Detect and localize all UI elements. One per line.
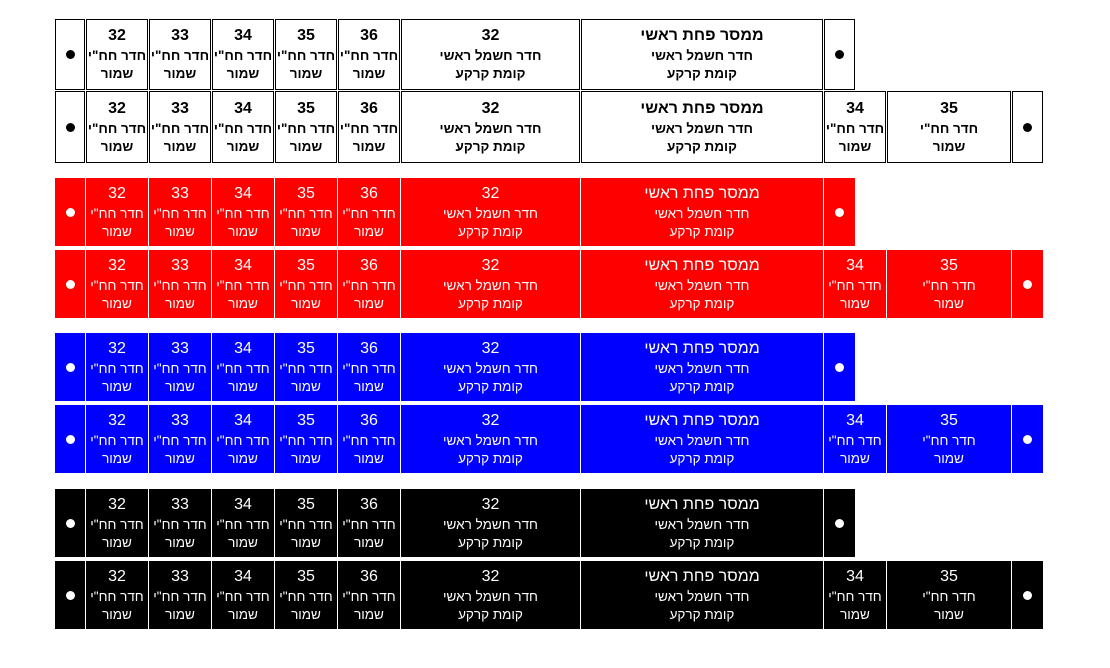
tag-line-1: 32 [481, 256, 500, 274]
hole-tab [55, 19, 85, 90]
hole-tab [824, 333, 855, 401]
tag-line-3: קומת קרקע [458, 378, 523, 394]
tag-line-3: שמור [165, 606, 195, 622]
main-tag [581, 405, 823, 473]
panel-tag [401, 405, 580, 473]
panel-tag [401, 489, 580, 557]
tag-line-3: שמור [165, 223, 195, 239]
mounting-hole-icon [1023, 591, 1032, 600]
tag-line-1: 35 [940, 99, 958, 117]
tag-line-2: חדר חח"י [87, 120, 147, 136]
tag-line-3: שמור [838, 138, 872, 154]
tag-line-1: 32 [108, 411, 126, 429]
room-tag-36 [338, 489, 400, 557]
tag-line-3: שמור [165, 450, 195, 466]
tag-line-3: קומת קרקע [669, 378, 735, 394]
tag-line-2: חדר חשמל ראשי [654, 432, 750, 448]
tag-line-1: ממסר פחת ראשי [640, 27, 764, 45]
tag-line-3: שמור [165, 534, 195, 550]
extra-tag-34 [824, 561, 886, 629]
tag-line-2: חדר חח"י [828, 432, 882, 448]
tag-line-1: 33 [171, 495, 189, 513]
mounting-hole-icon [1023, 435, 1032, 444]
tag-line-3: שמור [228, 295, 258, 311]
tag-line-1: 32 [108, 495, 126, 513]
mounting-hole-icon [66, 363, 75, 372]
tag-line-1: 36 [360, 27, 378, 45]
room-tag-35 [275, 489, 337, 557]
tag-line-1: 36 [360, 567, 378, 585]
tag-line-2: חדר חח"י [279, 205, 333, 221]
tag-line-3: שמור [934, 295, 964, 311]
tag-line-1: 35 [297, 27, 315, 45]
room-tag-32 [86, 333, 148, 401]
tag-line-2: חדר חח"י [279, 432, 333, 448]
tag-line-2: חדר חח"י [342, 516, 396, 532]
room-tag-34 [212, 405, 274, 473]
tag-line-3: שמור [932, 138, 966, 154]
tag-line-2: חדר חשמל ראשי [443, 277, 538, 293]
tag-line-1: 32 [108, 567, 126, 585]
extra-tag-35 [887, 91, 1011, 163]
hole-tab [1012, 561, 1043, 629]
room-tag-34 [212, 250, 274, 318]
room-tag-35 [275, 405, 337, 473]
tag-line-1: 34 [234, 27, 252, 45]
panel-tag [401, 91, 580, 163]
tag-line-1: 33 [171, 184, 189, 202]
tag-line-3: שמור [354, 378, 384, 394]
panel-tag [401, 19, 580, 90]
tag-line-2: חדר חח"י [922, 432, 976, 448]
room-tag-35 [275, 250, 337, 318]
tag-line-1: 35 [297, 567, 315, 585]
tag-line-2: חדר חח"י [342, 432, 396, 448]
tag-line-1: 35 [940, 567, 958, 585]
tag-line-2: חדר חח"י [276, 120, 336, 136]
mounting-hole-icon [835, 363, 844, 372]
tag-line-2: חדר חח"י [153, 432, 207, 448]
tag-line-3: קומת קרקע [458, 295, 523, 311]
tag-line-1: ממסר פחת ראשי [644, 256, 760, 274]
tag-line-2: חדר חח"י [339, 48, 399, 64]
tag-line-2: חדר חח"י [342, 205, 396, 221]
tag-line-2: חדר חח"י [276, 48, 336, 64]
tag-line-3: שמור [354, 606, 384, 622]
room-tag-34 [212, 561, 274, 629]
room-tag-36 [338, 91, 400, 163]
room-tag-32 [86, 489, 148, 557]
main-tag [581, 250, 823, 318]
tag-line-3: קומת קרקע [458, 450, 523, 466]
room-tag-35 [275, 19, 337, 90]
hole-tab [1012, 405, 1043, 473]
tag-line-2: חדר חח"י [342, 588, 396, 604]
room-tag-33 [149, 405, 211, 473]
main-tag [581, 19, 823, 90]
tag-line-3: שמור [354, 295, 384, 311]
tag-line-3: שמור [291, 534, 321, 550]
tag-line-3: קומת קרקע [458, 606, 523, 622]
tag-line-2: חדר חח"י [216, 432, 270, 448]
room-tag-35 [275, 561, 337, 629]
extra-tag-34 [824, 91, 886, 163]
mounting-hole-icon [66, 435, 75, 444]
tag-line-2: חדר חשמל ראשי [651, 120, 753, 136]
tag-line-1: 36 [360, 411, 378, 429]
tag-line-1: ממסר פחת ראשי [644, 495, 760, 513]
room-tag-35 [275, 333, 337, 401]
tag-line-1: 32 [481, 495, 500, 513]
tag-line-3: קומת קרקע [669, 450, 735, 466]
tag-line-3: שמור [163, 66, 197, 82]
tag-line-3: שמור [354, 223, 384, 239]
tag-line-3: שמור [102, 606, 132, 622]
hole-tab [55, 178, 85, 246]
room-tag-35 [275, 178, 337, 246]
tag-line-1: ממסר פחת ראשי [640, 99, 764, 117]
tag-line-3: שמור [102, 378, 132, 394]
tag-line-2: חדר חח"י [150, 48, 210, 64]
tag-line-3: שמור [291, 295, 321, 311]
tag-line-3: קומת קרקע [669, 534, 735, 550]
tag-line-2: חדר חח"י [90, 588, 144, 604]
tag-line-1: 35 [297, 339, 315, 357]
hole-tab [1012, 91, 1043, 163]
tag-line-2: חדר חח"י [279, 516, 333, 532]
hole-tab [55, 91, 85, 163]
tag-line-1: 33 [171, 411, 189, 429]
tag-line-3: שמור [934, 450, 964, 466]
panel-tag [401, 178, 580, 246]
tag-line-1: ממסר פחת ראשי [644, 411, 760, 429]
tag-line-2: חדר חח"י [87, 48, 147, 64]
extra-tag-34 [824, 405, 886, 473]
panel-tag [401, 250, 580, 318]
tag-line-3: קומת קרקע [669, 606, 735, 622]
room-tag-36 [338, 19, 400, 90]
tag-line-3: שמור [165, 378, 195, 394]
tag-line-2: חדר חח"י [922, 588, 976, 604]
mounting-hole-icon [66, 280, 75, 289]
room-tag-36 [338, 561, 400, 629]
room-tag-36 [338, 178, 400, 246]
tag-line-1: 32 [108, 27, 126, 45]
room-tag-35 [275, 91, 337, 163]
tag-line-1: 35 [297, 184, 315, 202]
tag-line-1: 32 [481, 567, 500, 585]
tag-line-2: חדר חשמל ראשי [654, 205, 750, 221]
tag-line-3: שמור [165, 295, 195, 311]
hole-tab [1012, 250, 1043, 318]
tag-line-1: 33 [171, 567, 189, 585]
tag-line-3: שמור [226, 138, 260, 154]
room-tag-33 [149, 561, 211, 629]
tag-line-3: שמור [291, 606, 321, 622]
tag-line-2: חדר חח"י [216, 516, 270, 532]
tag-line-2: חדר חח"י [828, 588, 882, 604]
panel-tag [401, 561, 580, 629]
tag-line-2: חדר חשמל ראשי [439, 48, 542, 64]
panel-tag [401, 333, 580, 401]
main-tag [581, 489, 823, 557]
tag-line-2: חדר חח"י [90, 205, 144, 221]
tag-line-2: חדר חשמל ראשי [651, 48, 753, 64]
tag-line-1: 35 [297, 256, 315, 274]
tag-line-2: חדר חח"י [90, 516, 144, 532]
tag-line-1: 35 [297, 99, 315, 117]
tag-line-1: 32 [481, 27, 500, 45]
tag-line-2: חדר חח"י [216, 360, 270, 376]
tag-line-1: 34 [234, 339, 252, 357]
hole-tab [55, 561, 85, 629]
room-tag-32 [86, 405, 148, 473]
tag-line-1: 33 [171, 99, 189, 117]
room-tag-34 [212, 19, 274, 90]
tag-line-1: ממסר פחת ראשי [644, 184, 760, 202]
tag-line-1: 32 [108, 99, 126, 117]
tag-line-3: שמור [228, 378, 258, 394]
tag-line-3: שמור [840, 606, 870, 622]
tag-line-1: ממסר פחת ראשי [644, 567, 760, 585]
tag-line-1: 35 [940, 411, 958, 429]
tag-line-2: חדר חח"י [153, 588, 207, 604]
tag-line-2: חדר חח"י [90, 360, 144, 376]
tag-line-1: 36 [360, 495, 378, 513]
tag-line-3: שמור [934, 606, 964, 622]
hole-tab [55, 333, 85, 401]
room-tag-33 [149, 19, 211, 90]
tag-line-2: חדר חח"י [279, 588, 333, 604]
tag-line-2: חדר חח"י [922, 277, 976, 293]
tag-line-3: שמור [840, 450, 870, 466]
mounting-hole-icon [835, 519, 844, 528]
main-tag [581, 561, 823, 629]
tag-line-2: חדר חח"י [90, 277, 144, 293]
tag-line-1: 36 [360, 184, 378, 202]
tag-line-2: חדר חח"י [153, 277, 207, 293]
tag-line-3: שמור [289, 66, 323, 82]
main-tag [581, 178, 823, 246]
tag-line-2: חדר חח"י [828, 277, 882, 293]
tag-line-2: חדר חח"י [90, 432, 144, 448]
tag-line-3: שמור [228, 450, 258, 466]
tag-line-2: חדר חשמל ראשי [443, 432, 538, 448]
tag-line-2: חדר חח"י [150, 120, 210, 136]
extra-tag-35 [887, 405, 1011, 473]
tag-line-1: 34 [234, 567, 252, 585]
tag-line-1: 32 [481, 411, 500, 429]
room-tag-34 [212, 489, 274, 557]
room-tag-33 [149, 333, 211, 401]
extra-tag-35 [887, 561, 1011, 629]
tag-line-1: 32 [481, 99, 500, 117]
tag-line-1: 32 [108, 256, 126, 274]
tag-line-1: 32 [481, 339, 500, 357]
hole-tab [824, 178, 855, 246]
tag-line-1: 33 [171, 339, 189, 357]
mounting-hole-icon [66, 208, 75, 217]
tag-line-3: שמור [352, 138, 386, 154]
tag-line-3: קומת קרקע [667, 138, 737, 154]
tag-line-2: חדר חשמל ראשי [654, 516, 750, 532]
room-tag-34 [212, 178, 274, 246]
tag-line-3: קומת קרקע [667, 66, 737, 82]
tag-line-3: שמור [228, 534, 258, 550]
tag-line-2: חדר חח"י [825, 120, 885, 136]
tag-line-3: שמור [291, 223, 321, 239]
tag-line-2: חדר חח"י [153, 205, 207, 221]
tag-line-3: שמור [352, 66, 386, 82]
tag-line-1: 34 [234, 256, 252, 274]
tag-line-3: שמור [102, 534, 132, 550]
tag-line-1: 34 [846, 567, 864, 585]
tag-line-1: 34 [234, 411, 252, 429]
tag-line-1: 35 [297, 411, 315, 429]
main-tag [581, 91, 823, 163]
tag-line-3: שמור [291, 378, 321, 394]
tag-line-3: שמור [226, 66, 260, 82]
room-tag-34 [212, 333, 274, 401]
room-tag-32 [86, 178, 148, 246]
tag-line-1: 36 [360, 339, 378, 357]
tag-line-1: 36 [360, 99, 378, 117]
hole-tab [824, 489, 855, 557]
tag-line-1: 34 [846, 99, 864, 117]
tag-line-2: חדר חח"י [153, 516, 207, 532]
tag-line-2: חדר חח"י [279, 360, 333, 376]
tag-line-3: שמור [354, 450, 384, 466]
mounting-hole-icon [835, 208, 844, 217]
tag-line-1: 34 [846, 256, 864, 274]
tag-line-2: חדר חח"י [342, 360, 396, 376]
tag-line-2: חדר חשמל ראשי [443, 516, 538, 532]
mounting-hole-icon [66, 591, 75, 600]
mounting-hole-icon [835, 50, 844, 59]
mounting-hole-icon [1023, 280, 1032, 289]
tag-line-3: קומת קרקע [455, 66, 526, 82]
room-tag-33 [149, 250, 211, 318]
hole-tab [55, 250, 85, 318]
tag-line-3: קומת קרקע [458, 534, 523, 550]
tag-line-2: חדר חשמל ראשי [654, 360, 750, 376]
tag-line-1: ממסר פחת ראשי [644, 339, 760, 357]
tag-line-3: שמור [289, 138, 323, 154]
room-tag-34 [212, 91, 274, 163]
room-tag-36 [338, 405, 400, 473]
tag-line-3: שמור [100, 138, 134, 154]
tag-line-3: שמור [102, 450, 132, 466]
tag-line-3: שמור [163, 138, 197, 154]
tag-line-2: חדר חח"י [919, 120, 979, 136]
room-tag-32 [86, 91, 148, 163]
tag-line-1: 34 [234, 99, 252, 117]
hole-tab [55, 405, 85, 473]
tag-line-1: 33 [171, 256, 189, 274]
tag-line-1: 34 [234, 495, 252, 513]
tag-line-2: חדר חח"י [339, 120, 399, 136]
room-tag-32 [86, 250, 148, 318]
mounting-hole-icon [66, 519, 75, 528]
tag-line-3: שמור [291, 450, 321, 466]
tag-line-3: קומת קרקע [458, 223, 523, 239]
room-tag-32 [86, 19, 148, 90]
tag-line-1: 36 [360, 256, 378, 274]
tag-line-2: חדר חשמל ראשי [654, 588, 750, 604]
tag-line-2: חדר חח"י [216, 277, 270, 293]
tag-line-3: קומת קרקע [669, 295, 735, 311]
tag-line-1: 32 [481, 184, 500, 202]
tag-line-1: 32 [108, 184, 126, 202]
tag-line-2: חדר חשמל ראשי [439, 120, 542, 136]
tag-line-2: חדר חשמל ראשי [443, 360, 538, 376]
tag-line-2: חדר חשמל ראשי [443, 588, 538, 604]
tag-line-3: שמור [100, 66, 134, 82]
tag-line-2: חדר חח"י [153, 360, 207, 376]
hole-tab [55, 489, 85, 557]
tag-line-2: חדר חשמל ראשי [654, 277, 750, 293]
tag-line-2: חדר חח"י [216, 205, 270, 221]
room-tag-36 [338, 333, 400, 401]
mounting-hole-icon [66, 50, 75, 59]
mounting-hole-icon [1023, 123, 1032, 132]
tag-line-2: חדר חח"י [216, 588, 270, 604]
tag-line-3: שמור [102, 223, 132, 239]
room-tag-33 [149, 178, 211, 246]
tag-line-2: חדר חח"י [342, 277, 396, 293]
extra-tag-35 [887, 250, 1011, 318]
room-tag-32 [86, 561, 148, 629]
tag-line-3: קומת קרקע [455, 138, 526, 154]
tag-line-2: חדר חח"י [213, 48, 273, 64]
tag-line-1: 32 [108, 339, 126, 357]
tag-line-3: שמור [102, 295, 132, 311]
tag-line-2: חדר חח"י [279, 277, 333, 293]
tag-line-1: 34 [846, 411, 864, 429]
tag-line-1: 33 [171, 27, 189, 45]
mounting-hole-icon [66, 123, 75, 132]
tag-line-2: חדר חח"י [213, 120, 273, 136]
room-tag-33 [149, 91, 211, 163]
tag-line-3: שמור [354, 534, 384, 550]
tag-line-3: קומת קרקע [669, 223, 735, 239]
room-tag-36 [338, 250, 400, 318]
tag-line-1: 35 [940, 256, 958, 274]
room-tag-33 [149, 489, 211, 557]
tag-line-2: חדר חשמל ראשי [443, 205, 538, 221]
extra-tag-34 [824, 250, 886, 318]
tag-line-1: 35 [297, 495, 315, 513]
tag-line-3: שמור [228, 223, 258, 239]
tag-line-3: שמור [228, 606, 258, 622]
main-tag [581, 333, 823, 401]
hole-tab [824, 19, 855, 90]
tag-line-1: 34 [234, 184, 252, 202]
tag-line-3: שמור [840, 295, 870, 311]
